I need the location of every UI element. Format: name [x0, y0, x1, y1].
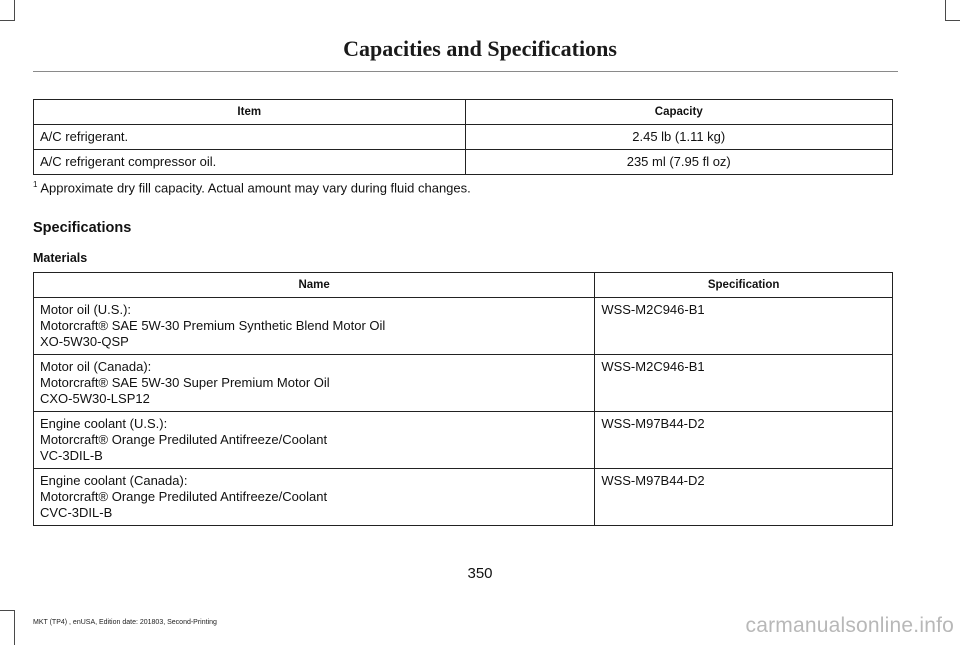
- watermark: carmanualsonline.info: [745, 614, 954, 637]
- item-cell: A/C refrigerant.: [34, 125, 466, 150]
- name-cell: [34, 298, 595, 355]
- name-line: CVC-3DIL-B: [40, 505, 113, 520]
- footnote-text: Approximate dry fill capacity. Actual amount may vary during fluid changes.: [37, 180, 471, 196]
- name-line: Motorcraft® Orange Prediluted Antifreeze/Coolant: [40, 432, 328, 447]
- specification-cell: WSS-M97B44-D2: [595, 412, 893, 469]
- crop-mark-top-left: [0, 0, 15, 21]
- name-cell: [34, 412, 595, 469]
- name-cell: [34, 469, 595, 526]
- specification-cell: WSS-M2C946-B1: [595, 298, 893, 355]
- page-number: 350: [467, 565, 493, 582]
- name-line: Engine coolant (U.S.):: [40, 416, 168, 431]
- table-row: [34, 469, 893, 526]
- column-header-capacity: Capacity: [465, 100, 893, 125]
- column-header-name: Name: [34, 273, 595, 298]
- name-cell: [34, 355, 595, 412]
- column-header-item: Item: [34, 100, 466, 125]
- item-cell: A/C refrigerant compressor oil.: [34, 150, 466, 175]
- table-row: [34, 150, 893, 175]
- footnote-marker: 1: [33, 180, 38, 189]
- capacities-table: [33, 99, 893, 175]
- specification-cell: WSS-M97B44-D2: [595, 469, 893, 526]
- column-header-specification: Specification: [595, 273, 893, 298]
- name-line: XO-5W30-QSP: [40, 334, 129, 349]
- table-row: [34, 298, 893, 355]
- name-line: CXO-5W30-LSP12: [40, 391, 150, 406]
- footnote: [33, 180, 471, 195]
- section-heading: Specifications: [33, 220, 132, 236]
- edition-info: MKT (TP4) , enUSA, Edition date: 201803, Second-Printing: [33, 619, 217, 626]
- crop-mark-bottom-left: [0, 610, 15, 645]
- name-line: Motorcraft® Orange Prediluted Antifreeze/Coolant: [40, 489, 328, 504]
- table-row: [34, 355, 893, 412]
- crop-mark-top-right: [945, 0, 960, 21]
- table-header-row: [34, 100, 893, 125]
- name-line: Motor oil (Canada):: [40, 359, 152, 374]
- name-line: Motorcraft® SAE 5W-30 Super Premium Motor Oil: [40, 375, 330, 390]
- capacity-cell: 2.45 lb (1.11 kg): [465, 125, 893, 150]
- sub-heading: Materials: [33, 251, 88, 265]
- name-line: Engine coolant (Canada):: [40, 473, 188, 488]
- name-line: Motorcraft® SAE 5W-30 Premium Synthetic Blend Motor Oil: [40, 318, 386, 333]
- table-row: [34, 412, 893, 469]
- name-line: VC-3DIL-B: [40, 448, 103, 463]
- table-header-row: [34, 273, 893, 298]
- materials-table: [33, 272, 893, 526]
- specification-cell: WSS-M2C946-B1: [595, 355, 893, 412]
- page-title: Capacities and Specifications: [343, 36, 617, 61]
- capacity-cell: 235 ml (7.95 fl oz): [465, 150, 893, 175]
- table-row: [34, 125, 893, 150]
- name-line: Motor oil (U.S.):: [40, 302, 132, 317]
- title-rule: [33, 71, 898, 72]
